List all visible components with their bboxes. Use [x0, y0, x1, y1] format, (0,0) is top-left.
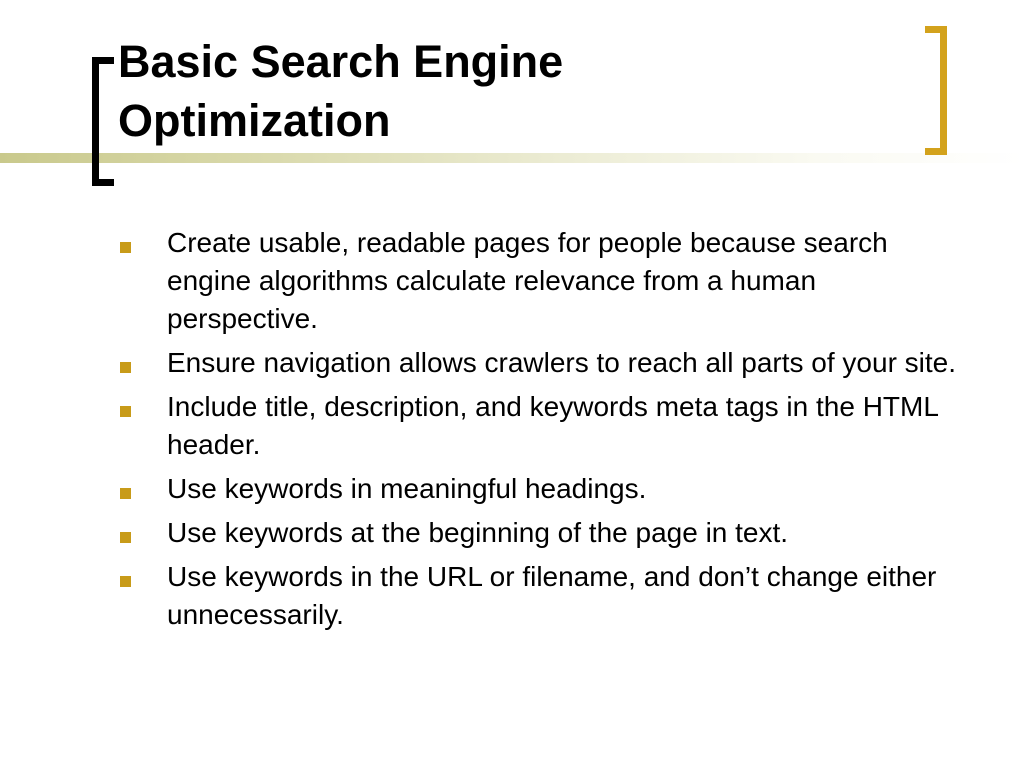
bullet-text: Include title, description, and keywords meta tags in the HTML header.: [167, 391, 938, 460]
bullet-item: [117, 344, 967, 382]
square-bullet-icon: [120, 406, 131, 417]
slide-title: [118, 32, 902, 150]
slide-title-line-2: [118, 91, 898, 150]
square-bullet-icon: [120, 242, 131, 253]
square-bullet-icon: [120, 576, 131, 587]
bullet-text: Ensure navigation allows crawlers to reach all parts of your site.: [167, 347, 957, 378]
slide-title-line-1: [118, 32, 898, 91]
bullet-item: [117, 514, 967, 552]
bullet-list: [117, 224, 967, 640]
bullet-text: Use keywords at the beginning of the page in text.: [167, 517, 789, 548]
bullet-item: [117, 388, 967, 464]
bullet-text: Use keywords in meaningful headings.: [167, 473, 647, 504]
slide-title-text-2: Optimization: [118, 95, 391, 146]
left-bracket-decoration: [92, 57, 114, 186]
bullet-item: [117, 558, 967, 634]
bullet-text: Use keywords in the URL or filename, and don’t change either unnecessarily.: [167, 561, 937, 630]
square-bullet-icon: [120, 488, 131, 499]
square-bullet-icon: [120, 362, 131, 373]
title-underline-rule: [0, 153, 1024, 163]
bullet-item: [117, 224, 967, 338]
right-bracket-decoration: [925, 26, 947, 155]
slide-title-text-1: Basic Search Engine: [118, 36, 564, 87]
bullet-item: [117, 470, 967, 508]
bullet-text: Create usable, readable pages for people because search engine algorithms calculate relevance from a human perspective.: [167, 227, 888, 334]
square-bullet-icon: [120, 532, 131, 543]
